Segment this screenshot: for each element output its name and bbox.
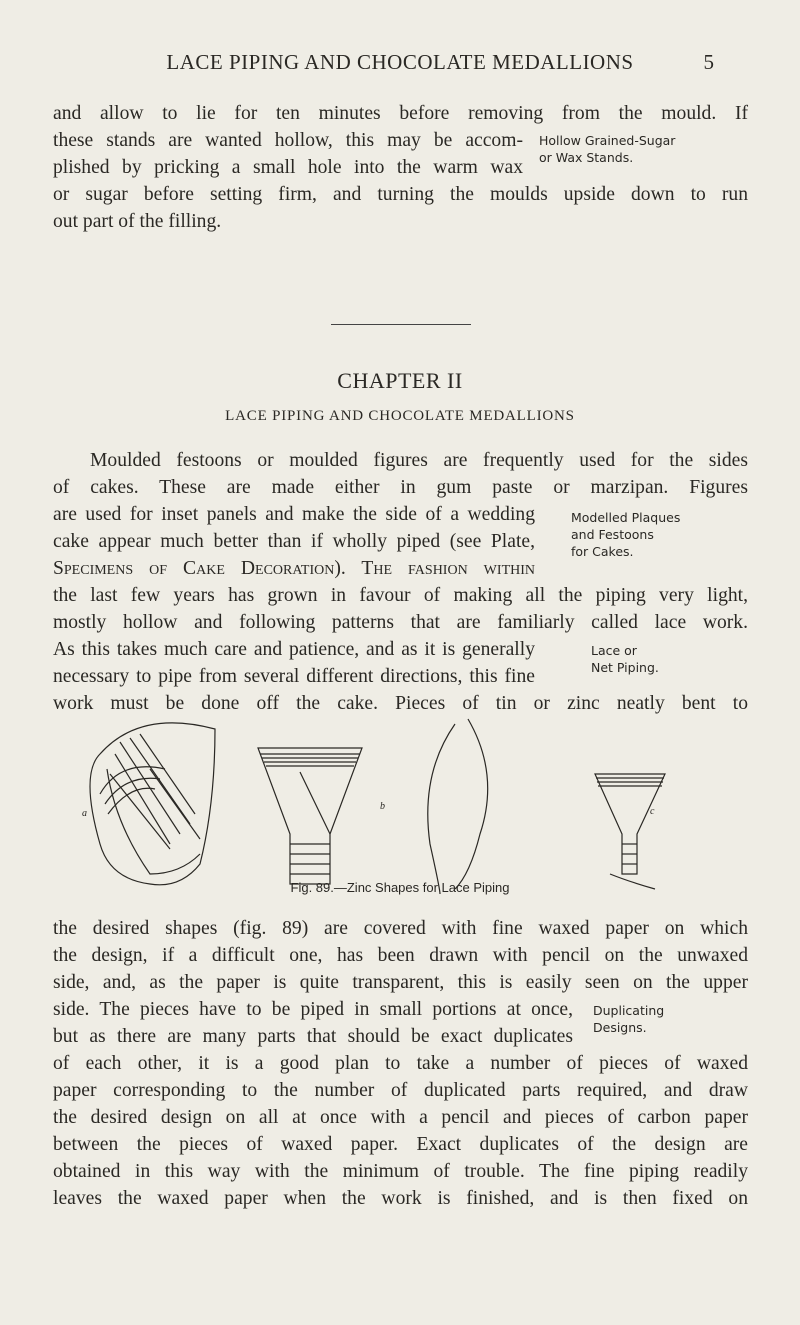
s1-line-10: work must be done off the cake. Pieces of tin or zinc neatly bent to [53,693,748,714]
s2-line-1: the desired shapes (fig. 89) are covered with fine waxed paper on which [53,918,748,939]
margin-note-line: and Festoons [571,527,654,542]
zinc-shape-curve [428,719,488,894]
s1-line-7: mostly hollow and following patterns that are familiarly called lace work. [53,612,748,633]
margin-note-line: Modelled Plaques [571,510,681,525]
s1-line-4: cake appear much better than if wholly piped (see Plate, [53,531,535,552]
s2-line-3: side, and, as the paper is quite transparent, this is easily seen on the upper [53,972,748,993]
s1-line-5: Specimens of Cake Decoration). The fashion within [53,558,535,579]
s1-line-3: are used for inset panels and make the side of a wedding [53,504,535,525]
figure-caption: Fig. 89.—Zinc Shapes for Lace Piping [290,880,510,895]
intro-line-2: these stands are wanted hollow, this may be accom- [53,130,523,151]
margin-note-modelled-plaques [571,509,680,560]
figure-label-c: c [650,806,655,817]
section-divider [331,324,471,325]
s2-line-11: leaves the waxed paper when the work is finished, and is then fixed on [53,1188,748,1209]
margin-note-line: Duplicating [593,1003,665,1018]
s2-line-9: between the pieces of waxed paper. Exact duplicates of the design are [53,1134,748,1155]
margin-note-line: or Wax Stands. [539,150,634,165]
intro-line-4: or sugar before setting firm, and turning the moulds upside down to run [53,184,748,205]
margin-note-hollow-stands [539,132,675,166]
page-header [0,48,800,78]
zinc-shape-c [595,774,665,889]
margin-note-line: for Cakes. [571,544,634,559]
intro-line-1: and allow to lie for ten minutes before removing from the mould. If [53,103,748,124]
figure-label-a: a [82,808,87,819]
s1-line-8: As this takes much care and patience, and as it is generally [53,639,535,660]
s2-line-10: obtained in this way with the minimum of trouble. The fine piping readily [53,1161,748,1182]
intro-line-5: out part of the filling. [53,211,222,232]
zinc-shape-b [258,748,362,884]
figure-label-b: b [380,801,385,812]
s2-line-7: paper corresponding to the number of duplicated parts required, and draw [53,1080,748,1101]
s2-line-8: the desired design on all at once with a pencil and pieces of carbon paper [53,1107,748,1128]
s1-line-6: the last few years has grown in favour of making all the piping very light, [53,585,748,606]
margin-note-line: Lace or [591,643,637,658]
margin-note-line: Designs. [593,1020,647,1035]
chapter-title: CHAPTER II [337,368,463,393]
s1-line-1: Moulded festoons or moulded figures are frequently used for the sides [90,450,748,471]
margin-note-lace-piping [591,642,659,676]
s1-line-9: necessary to pipe from several different directions, this fine [53,666,535,687]
s2-line-6: of each other, it is a good plan to take a number of pieces of waxed [53,1053,748,1074]
s2-line-2: the design, if a difficult one, has been drawn with pencil on the unwaxed [53,945,748,966]
zinc-shape-a [90,723,215,885]
s1-line-2: of cakes. These are made either in gum paste or marzipan. Figures [53,477,748,498]
page-number: 5 [703,50,714,74]
s2-line-5: but as there are many parts that should be exact duplicates [53,1026,573,1047]
margin-note-duplicating [593,1002,664,1036]
s2-line-4: side. The pieces have to be piped in small portions at once, [53,999,573,1020]
margin-note-line: Hollow Grained-Sugar [539,133,676,148]
margin-note-line: Net Piping. [591,660,659,675]
running-head: LACE PIPING AND CHOCOLATE MEDALLIONS [166,50,634,74]
chapter-subtitle: LACE PIPING AND CHOCOLATE MEDALLIONS [225,408,575,424]
intro-line-3: plished by pricking a small hole into the warm wax [53,157,523,178]
